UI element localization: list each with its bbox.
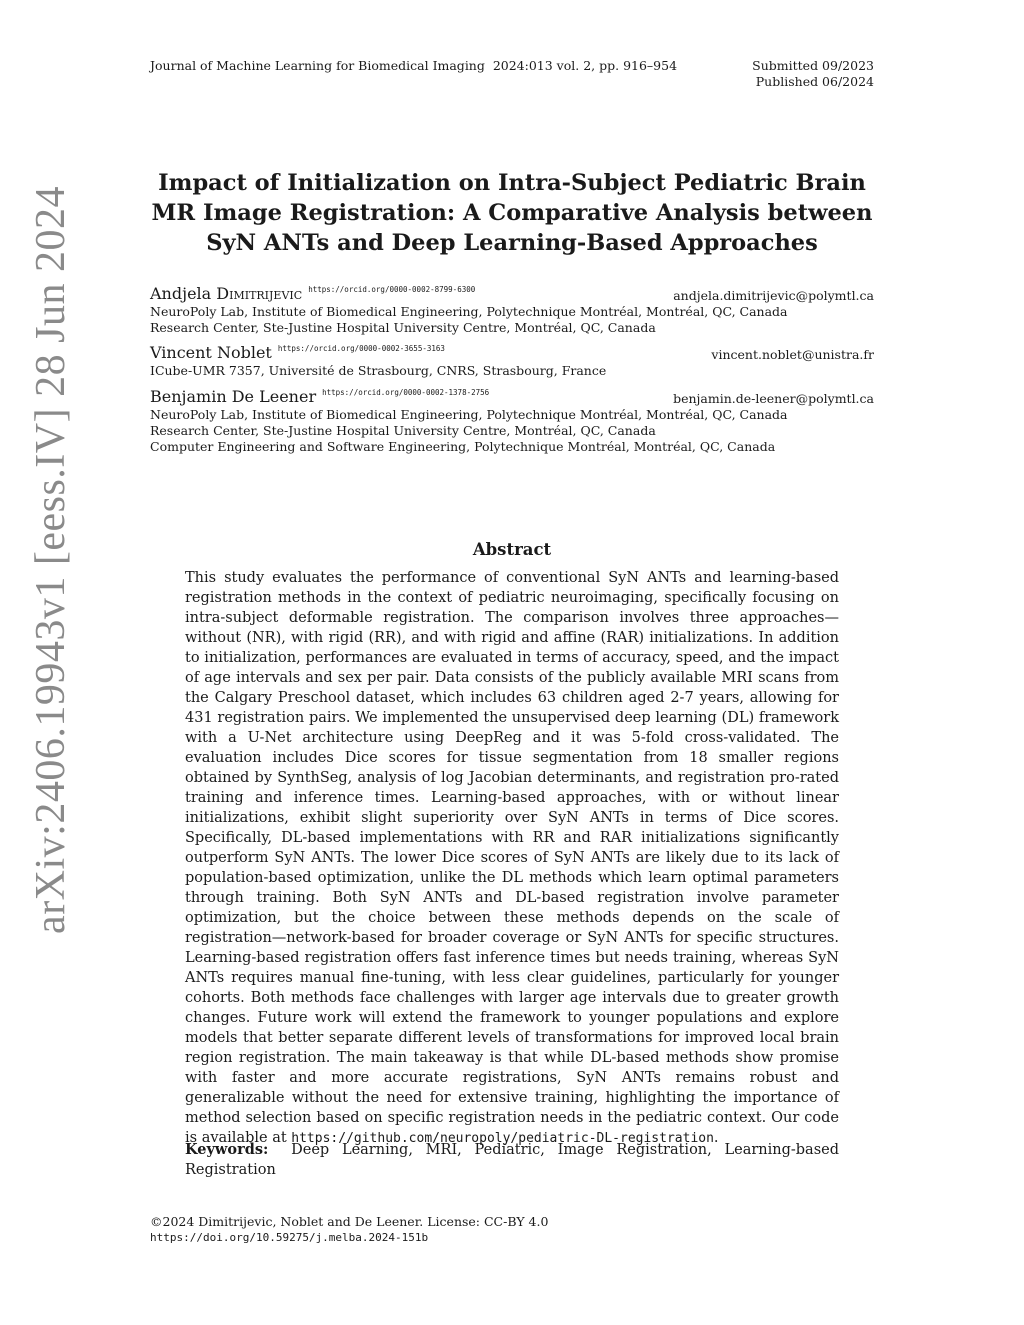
orcid-link[interactable]: https://orcid.org/0000-0002-1378-2756 xyxy=(322,388,490,397)
keywords-text: Deep Learning, MRI, Pediatric, Image Registration, Learning-based Registration xyxy=(185,1142,839,1178)
affiliation: Research Center, Ste-Justine Hospital University Centre, Montréal, QC, Canada xyxy=(150,423,656,438)
author-block xyxy=(150,387,874,455)
author-email[interactable]: benjamin.de-leener@polymtl.ca xyxy=(673,391,874,406)
published-date: Published 06/2024 xyxy=(755,74,874,89)
submission-dates xyxy=(752,58,874,90)
orcid-link[interactable]: https://orcid.org/0000-0002-3655-3163 xyxy=(277,344,445,353)
running-header xyxy=(150,58,677,73)
code-link[interactable]: https://github.com/neuropoly/pediatric-DL-registration xyxy=(291,1131,714,1146)
abstract-heading: Abstract xyxy=(472,540,552,559)
journal-name: Journal of Machine Learning for Biomedical Imaging xyxy=(150,58,485,73)
submitted-date: Submitted 09/2023 xyxy=(752,58,874,73)
keywords xyxy=(185,1140,839,1180)
license-text: ©2024 Dimitrijevic, Noblet and De Leener. License: CC-BY 4.0 xyxy=(150,1214,549,1229)
author-name: Benjamin De Leener xyxy=(150,387,317,406)
journal-issue: 2024:013 vol. 2, pp. 916–954 xyxy=(492,58,678,73)
affiliation: Computer Engineering and Software Engineering, Polytechnique Montréal, Montréal, QC, Canada xyxy=(150,439,776,454)
affiliation: NeuroPoly Lab, Institute of Biomedical Engineering, Polytechnique Montréal, Montréal, QC, Canada xyxy=(150,407,788,422)
doi-link[interactable]: https://doi.org/10.59275/j.melba.2024-151b xyxy=(150,1231,429,1244)
arxiv-stamp: arXiv:2406.19943v1 [eess.IV] 28 Jun 2024 xyxy=(28,186,74,934)
paper-title: Impact of Initialization on Intra-Subject Pediatric Brain MR Image Registration: A Comparative Analysis between SyN ANTs and Deep Learning-Based Approaches xyxy=(151,170,873,256)
affiliation: NeuroPoly Lab, Institute of Biomedical Engineering, Polytechnique Montréal, Montréal, QC, Canada xyxy=(150,304,788,319)
author-block xyxy=(150,343,874,379)
author-name: Vincent Noblet xyxy=(150,343,272,362)
affiliation: ICube-UMR 7357, Université de Strasbourg, CNRS, Strasbourg, France xyxy=(150,363,607,378)
author-email[interactable]: vincent.noblet@unistra.fr xyxy=(711,347,874,362)
abstract-text: This study evaluates the performance of conventional SyN ANTs and learning-based registration methods in the context of pediatric neuroimaging, specifically focusing on intra-subject deformable registration. The comparison involves three approaches—without (NR), with rigid (RR), and with rigid and affine (RAR) initializations. In addition to initialization, performances are evaluated in terms of accuracy, speed, and the impact of age intervals and sex per pair. Data consists of the publicly available MRI scans from the Calgary Preschool dataset, which includes 63 children aged 2-7 years, allowing for 431 registration pairs. We implemented the unsupervised deep learning (DL) framework with a U-Net architecture using DeepReg and it was 5-fold cross-validated. The evaluation includes Dice scores for tissue segmentation from 18 smaller regions obtained by SynthSeg, analysis of log Jacobian determinants, and registration pro-rated training and inference times. Learning-based approaches, with or without linear initializations, exhibit slight superiority over SyN ANTs in terms of Dice scores. Specifically, DL-based implementations with RR and RAR initializations significantly outperform SyN ANTs. The lower Dice scores of SyN ANTs are likely due to its lack of population-based optimization, unlike the DL methods which learn optimal parameters through training. Both SyN ANTs and DL-based registration involve parameter optimization, but the choice between these methods depends on the scale of registration—network-based for broader coverage or SyN ANTs for specific structures. Learning-based registration offers fast inference times but needs training, whereas SyN ANTs requires manual fine-tuning, with less clear guidelines, particularly for younger cohorts. Both methods face challenges with larger age intervals due to greater growth changes. Future work will extend the framework to younger populations and explore models that better separate different levels of transformations for improved local brain region registration. The main takeaway is that while DL-based methods show promise with faster and more accurate registrations, SyN ANTs remains robust and generalizable without the need for extensive training, highlighting the importance of method selection based on specific registration needs in the pediatric context. Our code is available at xyxy=(185,570,839,1146)
keywords-label: Keywords: xyxy=(185,1141,269,1158)
author-name: Andjela Dimitrijevic xyxy=(150,284,303,303)
author-email[interactable]: andjela.dimitrijevic@polymtl.ca xyxy=(673,288,874,303)
author-block xyxy=(150,284,874,336)
footer xyxy=(150,1214,548,1246)
orcid-link[interactable]: https://orcid.org/0000-0002-8799-6300 xyxy=(308,285,476,294)
abstract-body: This study evaluates the performance of conventional SyN ANTs and learning-based registration methods in the context of pediatric neuroimaging, specifically focusing on intra-subject deformable registration. The comparison involves three approaches—without (NR), with rigid (RR), and with rigid and affine (RAR) initializations. In addition to initialization, performances are evaluated in terms of accuracy, speed, and the impact of age intervals and sex per pair. Data consists of the publicly available MRI scans from the Calgary Preschool dataset, which includes 63 children aged 2-7 years, allowing for 431 registration pairs. We implemented the unsupervised deep learning (DL) framework with a U-Net architecture using DeepReg and it was 5-fold cross-validated. The evaluation includes Dice scores for tissue segmentation from 18 smaller regions obtained by SynthSeg, analysis of log Jacobian determinants, and registration pro-rated training and inference times. Learning-based approaches, with or without linear initializations, exhibit slight superiority over SyN ANTs in terms of Dice scores. Specifically, DL-based implementations with RR and RAR initializations significantly outperform SyN ANTs. The lower Dice scores of SyN ANTs are likely due to its lack of population-based optimization, unlike the DL methods which learn optimal parameters through training. Both SyN ANTs and DL-based registration involve parameter optimization, but the choice between these methods depends on the scale of registration—network-based for broader coverage or SyN ANTs for specific structures. Learning-based registration offers fast inference times but needs training, whereas SyN ANTs requires manual fine-tuning, with less clear guidelines, particularly for younger cohorts. Both methods face challenges with larger age intervals due to greater growth changes. Future work will extend the framework to younger populations and explore models that better separate different levels of transformations for improved local brain region registration. The main takeaway is that while DL-based methods show promise with faster and more accurate registrations, SyN ANTs remains robust and generalizable without the need for extensive training, highlighting the importance of method selection based on specific registration needs in the pediatric context. Our code is available at https://github.com/neuropoly/pediatric-DL-registration. xyxy=(185,570,839,1146)
affiliation: Research Center, Ste-Justine Hospital University Centre, Montréal, QC, Canada xyxy=(150,320,656,335)
